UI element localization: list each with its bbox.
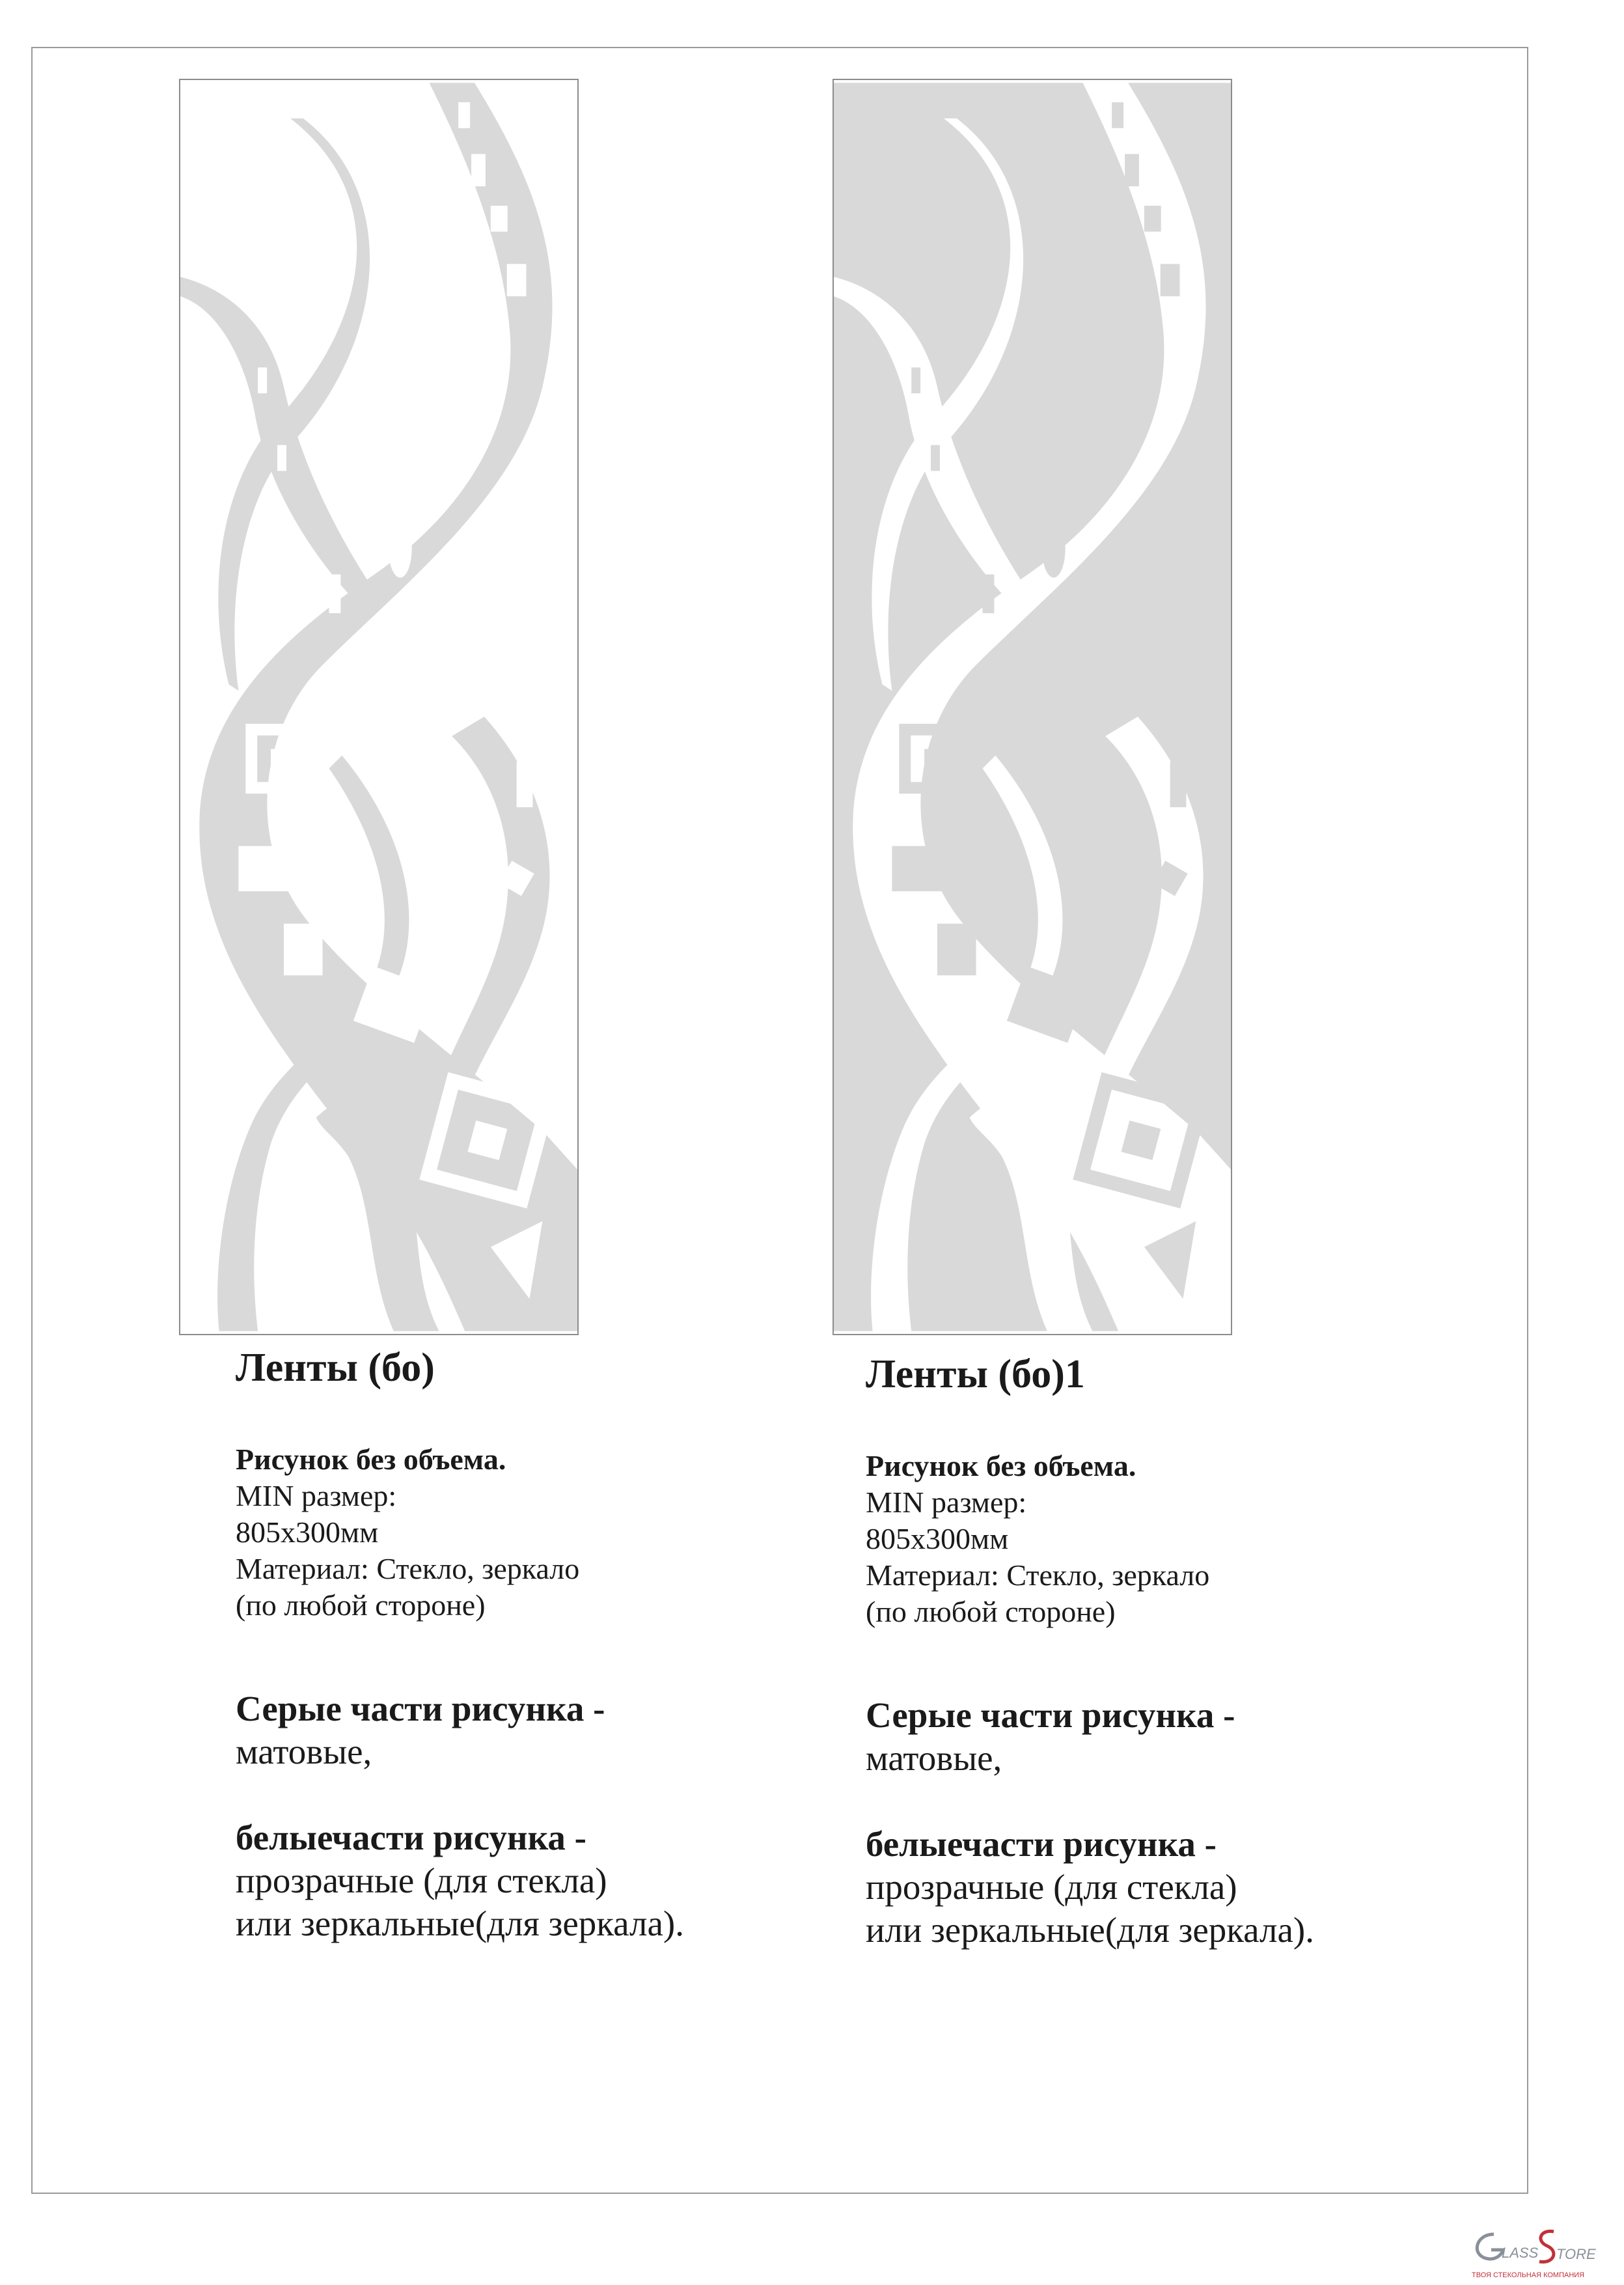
specs-heading: Рисунок без объема.	[236, 1443, 506, 1476]
side-text: (по любой стороне)	[866, 1595, 1116, 1628]
side-text: (по любой стороне)	[236, 1588, 486, 1622]
white-parts-label: белыечасти рисунка -	[866, 1824, 1217, 1864]
svg-text:ТВОЯ СТЕКОЛЬНАЯ КОМПАНИЯ: ТВОЯ СТЕКОЛЬНАЯ КОМПАНИЯ	[1472, 2271, 1585, 2279]
min-size-value: 805х300мм	[866, 1522, 1009, 1555]
design-title: Ленты (бо)	[236, 1346, 435, 1390]
gray-parts-label: Серые части рисунка -	[866, 1695, 1235, 1735]
design-description-right	[866, 1354, 1314, 1952]
material-text: Материал: Стекло, зеркало	[866, 1558, 1210, 1592]
ribbon-pattern-left	[180, 80, 577, 1334]
design-specs	[236, 1441, 684, 1624]
design-panel-right	[833, 79, 1232, 1335]
finish-note	[866, 1694, 1314, 1952]
gray-parts-value: матовые,	[236, 1732, 372, 1771]
gray-parts-label: Серые части рисунка -	[236, 1689, 605, 1728]
design-specs	[866, 1448, 1314, 1630]
white-parts-value-glass: прозрачные (для стекла)	[866, 1867, 1237, 1907]
white-parts-value-mirror: или зеркальные(для зеркала).	[866, 1910, 1314, 1950]
white-parts-label: белыечасти рисунка -	[236, 1818, 586, 1857]
gray-parts-value: матовые,	[866, 1738, 1002, 1778]
material-text: Материал: Стекло, зеркало	[236, 1552, 580, 1585]
white-parts-value-mirror: или зеркальные(для зеркала).	[236, 1904, 684, 1943]
glass-store-logo-icon	[1468, 2226, 1617, 2282]
min-size-label: MIN размер:	[866, 1486, 1027, 1519]
ribbon-pattern-right	[834, 80, 1231, 1334]
design-description-left	[236, 1348, 684, 1945]
svg-text:TORE: TORE	[1556, 2246, 1596, 2262]
finish-note	[236, 1687, 684, 1945]
white-parts-value-glass: прозрачные (для стекла)	[236, 1861, 607, 1900]
brand-logo	[1468, 2226, 1617, 2282]
svg-text:LASS: LASS	[1502, 2245, 1539, 2261]
design-panel-left	[179, 79, 579, 1335]
min-size-label: MIN размер:	[236, 1479, 397, 1512]
design-title: Ленты (бо)1	[866, 1352, 1085, 1396]
specs-heading: Рисунок без объема.	[866, 1449, 1136, 1482]
min-size-value: 805х300мм	[236, 1516, 379, 1549]
